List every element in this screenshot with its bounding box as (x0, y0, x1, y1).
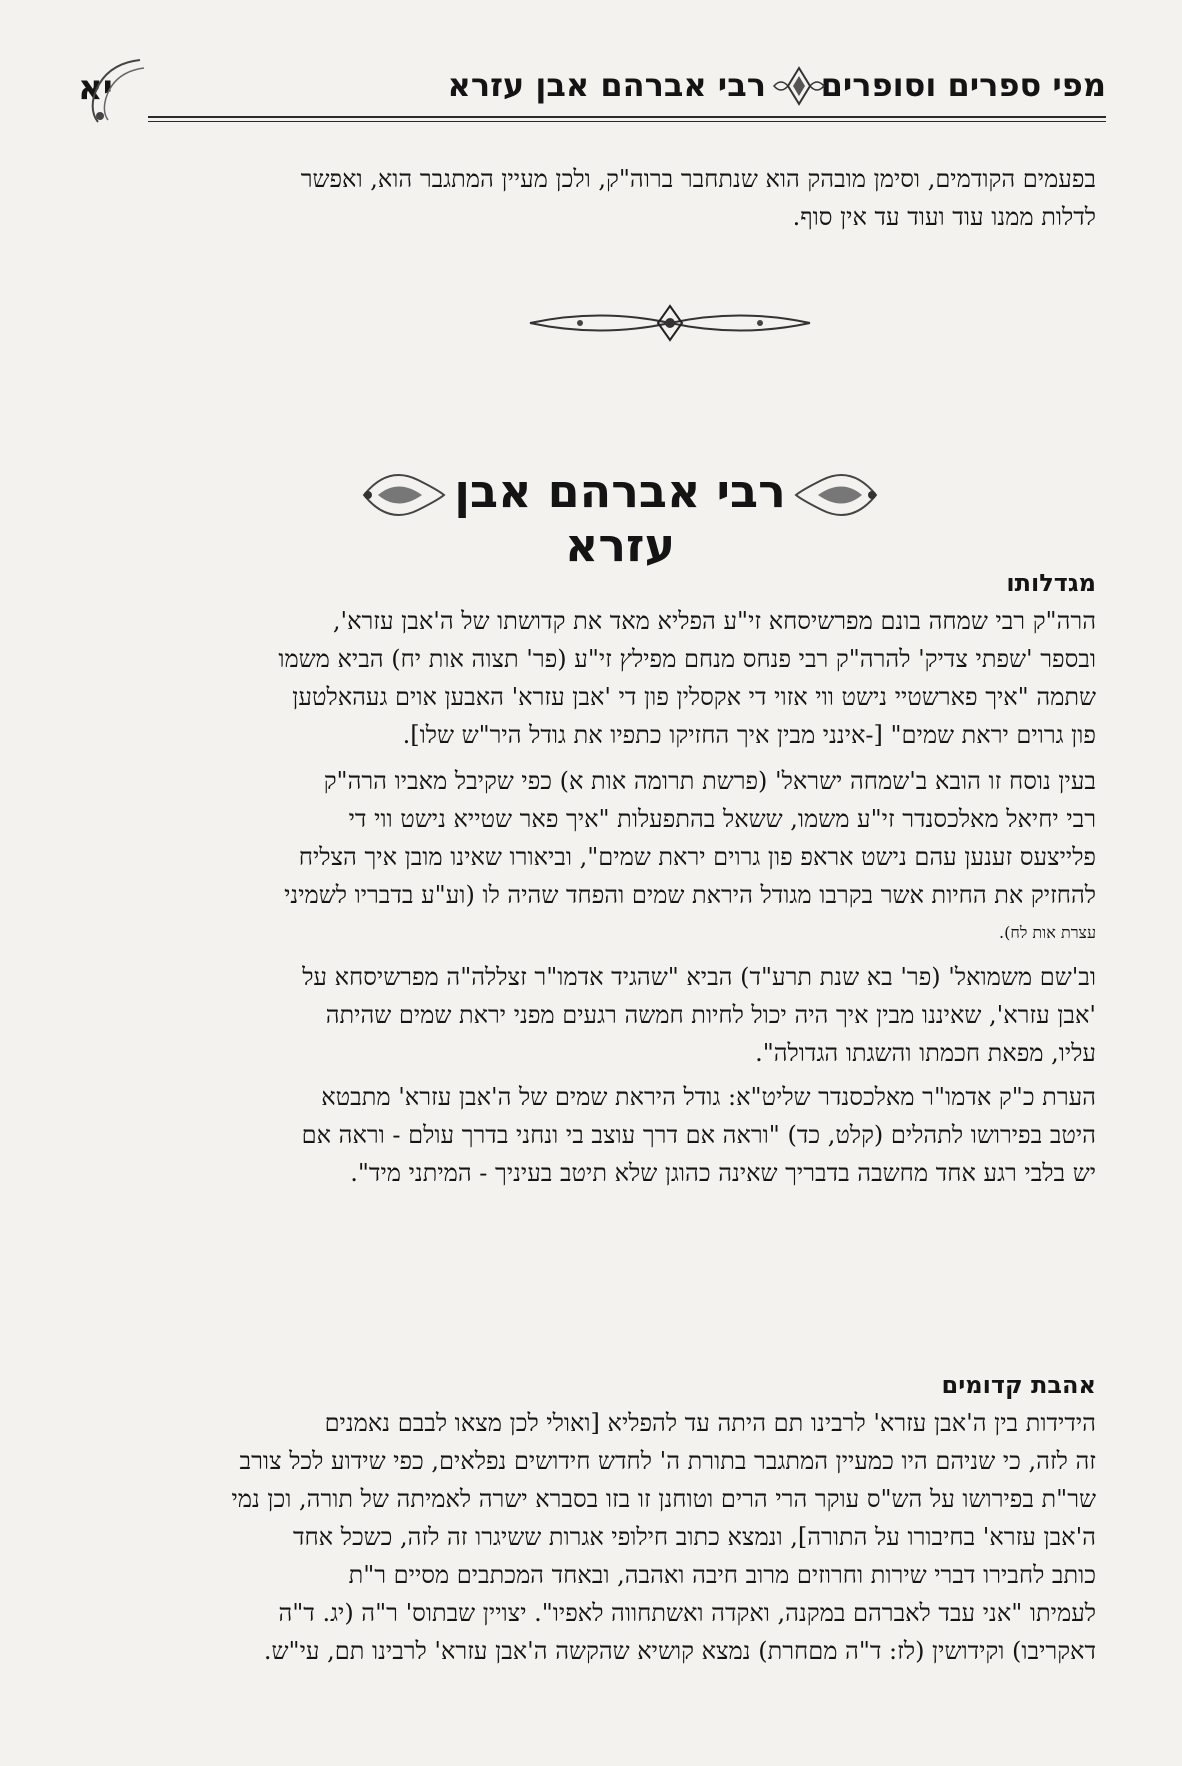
paragraph (88, 958, 1096, 1072)
text-line: בעין נוסח זו הובא ב'שמחה ישראל' (פרשת תרומה אות א) כפי שקיבל מאביו הרה"ק (323, 767, 1096, 795)
diamond-ornament-icon (772, 66, 826, 106)
header-rule (148, 116, 1106, 118)
text-line: פלייצעס זענען עהם נישט אראפ פון גרוים יראת שמים", וביאורו שאינו מובן איך הצליח (298, 843, 1096, 871)
text-line: הרה"ק רבי שמחה בונם מפרשיסחא זי"ע הפליא מאד את קדושתו של ה'אבן עזרא', (332, 607, 1096, 635)
text-line: בפעמים הקודמים, וסימן מובהק הוא שנתחבר ברוה"ק, ולכן מעיין המתגבר הוא, ואפשר (300, 165, 1096, 193)
chapter-title: רבי אברהם אבן עזרא (447, 66, 766, 104)
text-line: שתמה "איך פארשטיי נישט ווי אזוי די אקסלין פון די 'אבן עזרא' האבען אוים געהאלטען (292, 683, 1096, 711)
text-line: וב'שם משמואל' (פר' בא שנת תרע"ד) הביא "שהגיד אדמו"ר זצללה"ה מפרשיסחא על (302, 963, 1096, 991)
intro-paragraph (88, 160, 1096, 236)
section-heading: אהבת קדומים (941, 1371, 1096, 1399)
text-line: שר"ת בפירושו על הש"ס עוקר הרי הרים וטוחנן זו בזו בסברא ישרה לאמיתה של תורה, וכן נמי (231, 1485, 1096, 1513)
note-paragraph (88, 1078, 1096, 1192)
chapter-heading (360, 460, 880, 572)
text-line: להחזיק את החיות אשר בקרבו מגודל היראת שמים והפחד שהיה לו (וע"ע בדבריו לשמיני (284, 881, 1096, 909)
text-line: היטב בפירושו לתהלים (קלט, כד) "וראה אם דרך עוצב בי ונחני בדרך עולם - וראה אם (301, 1121, 1096, 1149)
text-line: הערת כ"ק אדמו"ר מאלכסנדר שליט"א: גודל היראת שמים של ה'אבן עזרא' מתבטא (321, 1083, 1096, 1111)
text-line: ובספר 'שפתי צדיק' להרה"ק רבי פנחס מנחם מפילץ זי"ע (פר' תצוה אות יח) הביא משמו (278, 645, 1096, 673)
paragraph (88, 1404, 1096, 1670)
chapter-title-main: רבי אברהם אבן עזרא (454, 464, 786, 572)
text-line: ה'אבן עזרא' בחיבורו על התורה], ונמצא כתוב חילופי אגרות ששיגרו זה לזה, כשכל אחד (292, 1523, 1096, 1551)
book-title: מפי ספרים וסופרים (820, 66, 1106, 104)
paragraph (88, 762, 1096, 952)
text-line: 'אבן עזרא', שאיננו מבין איך היה יכול לחיות חמשה רגעים מפני יראת שמים שהיתה (325, 1001, 1096, 1029)
text-line: רבי יחיאל מאלכסנדר זי"ע משמו, ששאל בהתפעלות "איך פאר שטייא נישט ווי די (348, 805, 1096, 833)
running-header (78, 58, 1106, 128)
corner-ornament-icon (84, 56, 146, 126)
paragraph (88, 602, 1096, 754)
leaf-ornament-icon (360, 460, 448, 530)
section-ancient-love (88, 1366, 1096, 1670)
header-rule-thin (148, 121, 1106, 122)
text-line: יש בלבי רגע אחד מחשבה בדבריך שאינה כהוגן שלא תיטב בעיניך - המיתני מיד". (350, 1159, 1096, 1187)
text-line: פון גרוים יראת שמים" [-אינני מבין איך החזיקו כתפיו את גודל היר"ש שלו]. (402, 721, 1096, 749)
text-line: הידידות בין ה'אבן עזרא' לרבינו תם היתה עד להפליא [ואולי לכן מצאו לבבם נאמנים (324, 1409, 1096, 1437)
text-line: כותב לחבירו דברי שירות וחרוזים מרוב חיבה ואהבה, ובאחד המכתבים מסיים ר"ת (348, 1561, 1096, 1589)
section-magnitude (88, 564, 1096, 1192)
text-line: עצרת אות לח). (999, 923, 1096, 942)
text-line: דאקריבו) וקידושין (לז: ד"ה מםחרת) נמצא קושיא שהקשה ה'אבן עזרא' לרבינו תם, עי"ש. (263, 1637, 1096, 1665)
page-number: יא (78, 68, 113, 108)
text-line: זה לזה, כי שניהם היו כמעיין המתגבר בתורת ה' לחדש חידושים נפלאים, כפי שידוע לכל צורב (239, 1447, 1096, 1475)
section-heading: מגדלותו (1006, 569, 1096, 597)
text-line: לעמיתו "אני עבד לאברהם במקנה, ואקדה ואשתחווה לאפיו". יצויין שבתוס' ר"ה (יג. ד"ה (278, 1599, 1096, 1627)
leaf-ornament-icon (792, 460, 880, 530)
divider-ornament-icon (520, 300, 820, 346)
text-line: עליו, מפאת חכמתו והשגתו הגדולה". (755, 1039, 1096, 1067)
text-line: לדלות ממנו עוד ועוד עד אין סוף. (792, 203, 1096, 231)
